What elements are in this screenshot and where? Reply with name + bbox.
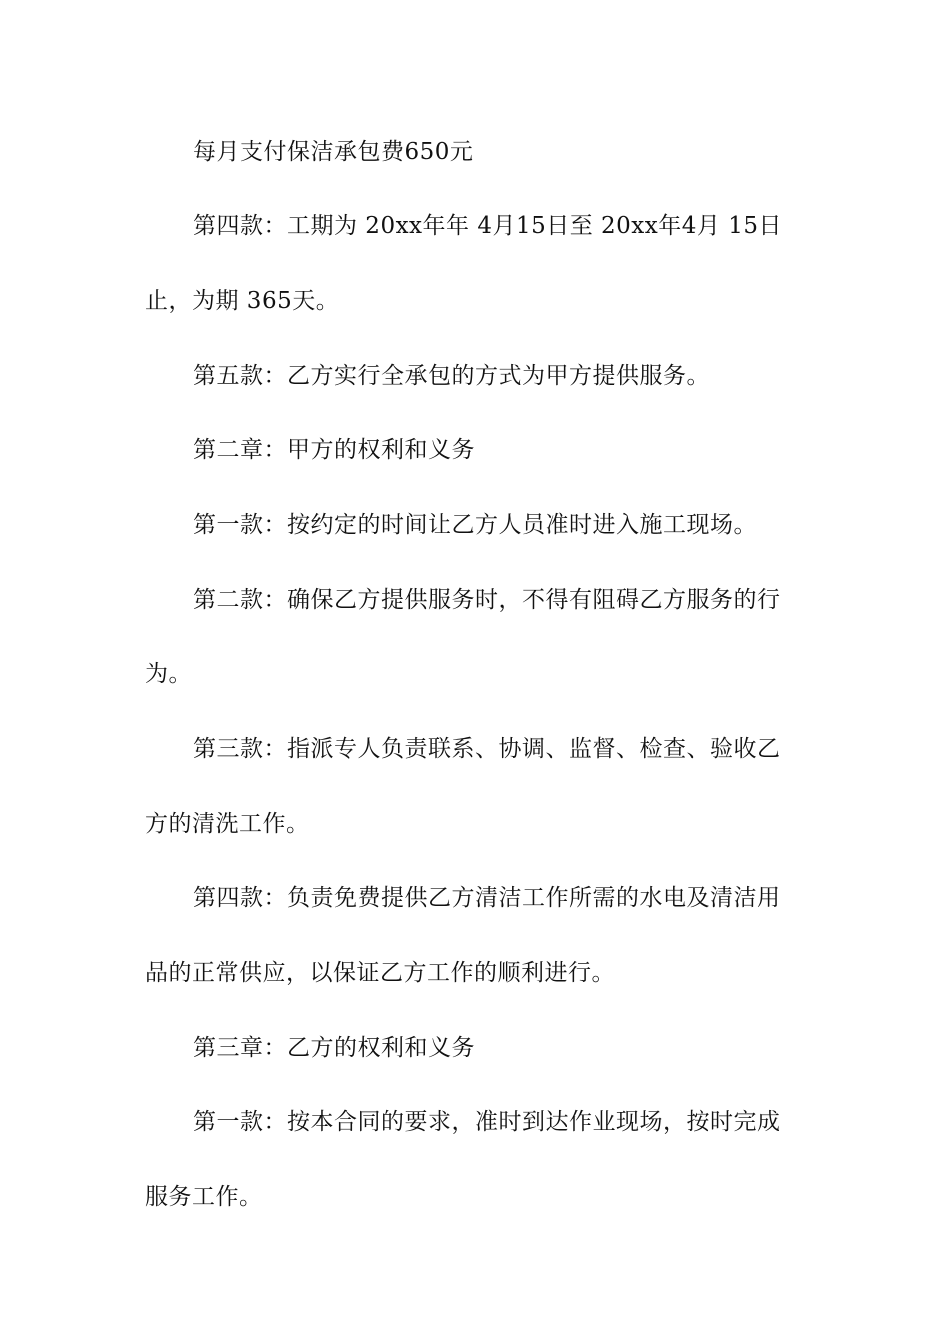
text-line: 每月支付保洁承包费650元 (193, 139, 474, 165)
text-line: 品的正常供应，以保证乙方工作的顺利进行。 (145, 960, 615, 986)
text-line: 第四款：工期为 20xx年年 4月15日至 20xx年4月 15日 (193, 213, 782, 239)
text-line: 第五款：乙方实行全承包的方式为甲方提供服务。 (193, 363, 710, 389)
text-line: 第二章：甲方的权利和义务 (193, 437, 475, 463)
text-line: 止，为期 365天。 (145, 288, 340, 314)
text-line: 第二款：确保乙方提供服务时，不得有阻碍乙方服务的行 (193, 587, 781, 613)
text-line: 第一款：按约定的时间让乙方人员准时进入施工现场。 (193, 512, 757, 538)
text-line: 第三款：指派专人负责联系、协调、监督、检查、验收乙 (193, 736, 781, 762)
text-line: 服务工作。 (145, 1184, 263, 1210)
text-line: 为。 (145, 661, 192, 687)
text-line: 方的清洗工作。 (145, 811, 310, 837)
text-line: 第三章：乙方的权利和义务 (193, 1035, 475, 1061)
text-line: 第四款：负责免费提供乙方清洁工作所需的水电及清洁用 (193, 885, 781, 911)
text-line: 第一款：按本合同的要求，准时到达作业现场，按时完成 (193, 1109, 781, 1135)
